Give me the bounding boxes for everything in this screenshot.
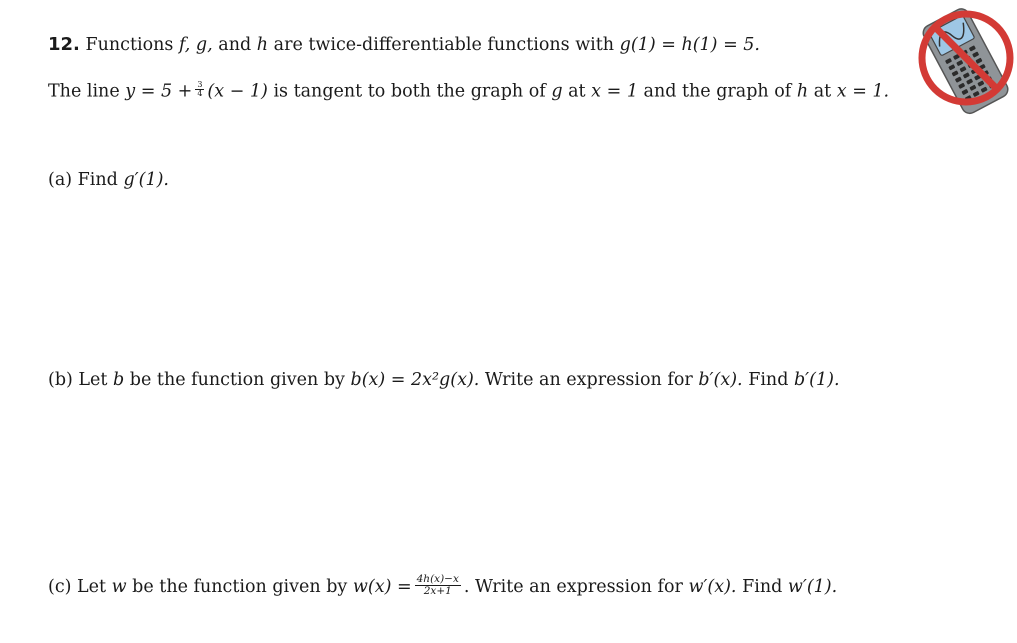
tangent-fraction-den: 4 — [197, 89, 203, 99]
part-c-label: (c) Let — [48, 577, 107, 598]
part-c-definition: w(x) = — [352, 577, 412, 598]
intro-vars: f, g, — [178, 35, 213, 55]
part-b-eval: b′(1). — [793, 370, 840, 390]
part-b-derivative: b′(x). — [698, 370, 743, 390]
tangent-line-statement — [48, 80, 890, 102]
problem-intro-line — [48, 36, 760, 55]
part-b-text-2: Write an expression for — [484, 370, 693, 390]
tangent-fraction-num: 3 — [197, 80, 203, 89]
part-c-fraction-num: 4h(x)−x — [416, 573, 459, 585]
problem-number: 12. — [48, 34, 80, 55]
part-b-definition: b(x) = 2x²g(x). — [350, 370, 480, 390]
part-b — [48, 372, 840, 390]
intro-text-2: are twice-differentiable functions with — [273, 35, 615, 55]
part-a-label: (a) Find — [48, 170, 118, 190]
intro-equation: g(1) = h(1) = 5. — [619, 35, 760, 55]
part-c-text-2: . Write an expression for — [463, 577, 683, 598]
tangent-at-2: at — [813, 81, 832, 102]
tangent-text-3: and the graph of — [643, 81, 792, 102]
part-c-fraction-den: 2x+1 — [423, 585, 452, 598]
part-c-fraction — [415, 574, 461, 597]
part-c-var: w — [111, 577, 127, 598]
tangent-x-1: x = 1 — [591, 81, 638, 102]
tangent-h: h — [796, 81, 809, 102]
intro-text: Functions — [85, 35, 174, 55]
tangent-text: The line — [48, 81, 120, 102]
part-b-text-1: be the function given by — [129, 370, 345, 390]
part-b-label: (b) Let — [48, 370, 108, 390]
intro-and: and — [218, 35, 252, 55]
part-c-eval: w′(1). — [787, 577, 838, 598]
part-a — [48, 172, 169, 190]
tangent-expr: (x − 1) — [207, 81, 268, 102]
no-calculator-graphic — [914, 0, 1017, 120]
tangent-text-2: is tangent to both the graph of — [273, 81, 546, 102]
part-c-derivative: w′(x). — [688, 577, 737, 598]
part-a-expr: g′(1). — [123, 170, 169, 190]
no-calculator-icon — [914, 0, 1017, 120]
tangent-at-1: at — [568, 81, 586, 102]
tangent-g: g — [551, 81, 563, 102]
part-c — [48, 573, 838, 599]
tangent-y: y = 5 + — [125, 81, 193, 102]
intro-h: h — [256, 35, 269, 55]
part-b-var: b — [113, 370, 125, 390]
tangent-x-2: x = 1. — [836, 81, 890, 102]
tangent-fraction — [195, 81, 204, 99]
part-b-text-3: Find — [748, 370, 789, 390]
part-c-text-3: Find — [742, 577, 783, 598]
part-c-text-1: be the function given by — [132, 577, 348, 598]
